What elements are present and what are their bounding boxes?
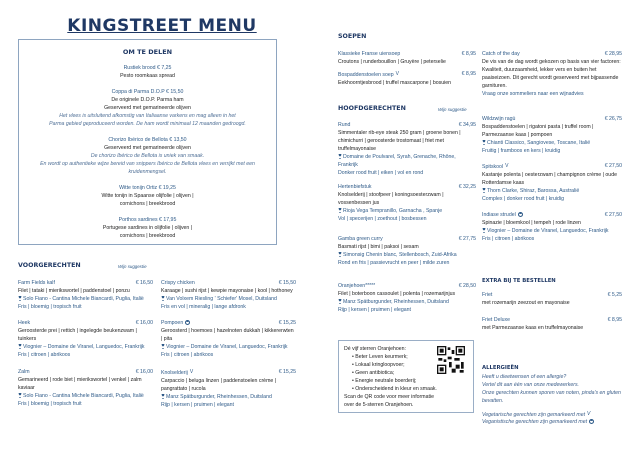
wine-name: Domaine de Poulvarel, Syrah, Grenache, Rhône, Frankrijk — [338, 154, 456, 168]
menu-item — [338, 183, 476, 223]
wine-suggestion-label: Wijn suggestie — [118, 264, 147, 269]
item-price: € 15,25 — [278, 320, 296, 326]
wine-name: Viognier – Domaine de Viranel, Languedoc, Frankrijk — [487, 228, 609, 234]
item-name-wrap — [482, 316, 510, 324]
item-price: € 15,25 — [278, 369, 296, 375]
wine-glass-icon — [338, 252, 342, 257]
vegetarian-icon: V — [587, 411, 591, 417]
item-name: Zalm — [18, 369, 30, 375]
section-heading-soepen: SOEPEN — [338, 33, 367, 40]
menu-item — [18, 279, 153, 311]
item-name-wrap — [482, 115, 515, 123]
item-header — [18, 368, 153, 376]
wine-name: Manz Spätburgunder, Rheinhessen, Duitsland — [166, 394, 272, 400]
item-header — [18, 319, 153, 327]
wine-name: Van Volxem Riesling ' Schiefer' Mosel, Duitsland — [166, 296, 277, 302]
item-name-wrap — [338, 121, 350, 129]
item-name: Pompoen — [161, 320, 184, 326]
wine-name: Thorn Clarke, Shiraz, Barossa, Australië — [487, 188, 580, 194]
allergy-info — [482, 373, 627, 405]
item-price: € 27,50 — [604, 212, 622, 218]
item-header — [482, 162, 622, 171]
info-point: • Beter Leven keurmerk; — [352, 353, 468, 361]
item-description: Geroosterd | hoemoes | hazelnoten dukkah | kikkererwten | pita — [161, 328, 294, 342]
item-price: € 15,50 — [278, 280, 296, 286]
item-name-wrap — [482, 291, 492, 299]
item-header — [482, 211, 622, 219]
item-description: Kwaliteit, duurzaamheid, lekker vers en buiten het paaiseizoen. Dit gerecht wordt geserveerd met bijpassende garnituren. — [482, 67, 619, 89]
item-name-wrap — [338, 70, 399, 79]
item-line: De originele D.O.P. Parma ham — [111, 97, 184, 103]
scan-text: Scan de QR code voor meer informatie over de 5-sterren Oranjehoen. — [344, 394, 434, 408]
item-description: Karaage | sushi rijst | kewpie mayonaise | kool | hothoney — [161, 288, 293, 294]
taste-notes: Fris en vol | mineralig | lange afdronk — [161, 304, 246, 310]
item-price: € 28,50 — [458, 283, 476, 289]
wine-glass-icon — [482, 140, 486, 145]
menu-item — [482, 162, 622, 203]
item-name-wrap — [482, 162, 508, 171]
item-name-wrap — [161, 279, 195, 287]
allergy-line: Heeft u dieetwensen of een allergie? — [482, 374, 567, 380]
item-header — [18, 279, 153, 287]
item-header — [338, 50, 476, 58]
item-name: Knolselderij — [161, 370, 188, 376]
item-price: € 27,75 — [458, 236, 476, 242]
wine-glass-icon — [161, 394, 165, 399]
item-name: Chorizo Ibérico de Bellota € 13,50 — [108, 137, 187, 143]
wine-advice: Vraag onze sommeliers naar een wijnadvies — [482, 91, 584, 97]
section-heading-hoofdgerechten: HOOFDGERECHTEN — [338, 105, 406, 112]
item-name: Hertenbiefstuk — [338, 184, 372, 190]
allergy-line: Vertel dit aan één van onze medewerkers. — [482, 382, 579, 388]
item-name-wrap — [18, 279, 55, 287]
oranjehoen-info-box — [338, 340, 474, 413]
sharing-box — [18, 39, 277, 245]
menu-title: KINGSTREET MENU — [67, 16, 257, 36]
legend-text: Veganistische gerechten zijn gemarkeerd met — [482, 419, 588, 425]
item-description: Bospaddenstoelen | rigatoni pasta | truffel room | Parmezaanse kaas | pompoen — [482, 124, 594, 138]
item-header — [482, 291, 622, 299]
menu-item — [338, 121, 476, 177]
wine-name: Chianti Classico, Sangiovese, Toscane, Italië — [487, 140, 591, 146]
item-description: Croutons | runderbouillon | Gruyère | peterselie — [338, 59, 446, 65]
taste-notes: Fris | citroen | abrikoos — [482, 236, 535, 242]
item-line: Geserveerd met gemarineerde olijven — [104, 105, 191, 111]
item-name-wrap — [338, 282, 375, 290]
item-name: Farm Fields kalf — [18, 280, 55, 286]
item-name: Wildzwijn ragù — [482, 116, 516, 122]
wine-suggestion — [338, 251, 476, 259]
taste-notes: Rond en fris | passievrucht en peer | milde zuren — [338, 260, 450, 266]
allergy-line: Onze gerechten kunnen sporen van noten, pinda's en gluten bevatten. — [482, 390, 621, 404]
menu-item — [18, 368, 153, 408]
item-header — [338, 70, 476, 79]
item-name: Heek — [18, 320, 31, 326]
item-name: Catch of the day — [482, 51, 520, 57]
item-name-wrap — [18, 368, 30, 376]
item-name-wrap — [338, 183, 371, 191]
wine-glass-icon — [338, 208, 342, 213]
wine-suggestion — [18, 392, 153, 400]
item-header — [338, 282, 476, 290]
item-price: € 27,50 — [604, 163, 622, 169]
share-item — [19, 184, 276, 208]
wine-suggestion — [482, 227, 622, 235]
taste-notes: Vol | specerijen | zoethout | bosbessen — [338, 216, 427, 222]
menu-item — [161, 368, 296, 409]
item-note: En wordt op authentieke wijze bereid van snippers Ibérico de Bellota vlees en verrijkt met een — [40, 161, 255, 167]
item-name-wrap — [338, 235, 383, 243]
wine-name: Solo Fiano - Cantina Michele Biancardi, Puglia, Italië — [23, 296, 144, 302]
vegan-icon — [589, 419, 594, 424]
info-point: • Onderscheidend in kleur en smaak. — [352, 385, 468, 393]
item-line: Geserveerd met gemarineerde olijven — [104, 145, 191, 151]
item-header — [338, 235, 476, 243]
wine-glass-icon — [18, 344, 22, 349]
item-description: Gemarineerd | rode biet | mierikswortel | venkel | zalm kaviaar — [18, 377, 142, 391]
wine-suggestion — [482, 187, 622, 195]
vegetarian-icon: V — [505, 163, 509, 169]
item-description: Basmati rijst | bimi | paksoi | sesam — [338, 244, 419, 250]
item-header — [482, 115, 622, 123]
vegan-legend — [482, 418, 640, 426]
wine-name: Manz Spätburgunder, Rheinhessen, Duitsland — [343, 299, 449, 305]
share-item — [19, 136, 276, 176]
item-price: € 5,25 — [607, 292, 622, 298]
item-price: € 8,95 — [461, 51, 476, 57]
item-price: € 32,25 — [458, 184, 476, 190]
item-description: Simmentaler rib-eye steak 250 gram | groene bonen | chimichurri | geroosterde trostomaat | friet met truffelmayonaise — [338, 130, 461, 152]
wine-glass-icon — [161, 296, 165, 301]
item-price: € 8,95 — [607, 317, 622, 323]
item-name-wrap — [482, 211, 523, 219]
item-name-wrap — [338, 50, 400, 58]
item-name: Spitskool — [482, 164, 504, 170]
item-name: Rustiek brood € 7,25 — [123, 65, 172, 71]
menu-item — [18, 319, 153, 359]
item-note: kruidenmengsel. — [128, 169, 167, 175]
section-heading-voorgerechten: VOORGERECHTEN — [18, 262, 81, 269]
item-price: € 16,50 — [135, 280, 153, 286]
vegan-icon — [185, 320, 190, 325]
item-name: Coppa di Parma D.O.P € 15,50 — [111, 89, 184, 95]
wine-name: Viognier – Domaine de Viranel, Languedoc, Frankrijk — [166, 344, 288, 350]
item-price: € 16,00 — [135, 369, 153, 375]
item-description: Geroosterde prei | rettich | ingelegde beukenzwam | tuinkers — [18, 328, 137, 342]
wine-name: Simonsig Chenin blanc, Stellenbosch, Zuid-Afrika — [343, 252, 457, 258]
item-name-wrap — [161, 319, 190, 327]
section-heading-om-te-delen: OM TE DELEN — [122, 48, 173, 56]
item-header — [161, 279, 296, 287]
menu-item — [161, 319, 296, 359]
item-description: De vis van de dag wordt gekozen op basis van vier factoren: — [482, 59, 621, 65]
menu-item — [482, 316, 622, 332]
taste-notes: Fris | bloemig | tropisch fruit — [18, 401, 82, 407]
item-header — [482, 316, 622, 324]
taste-notes: Fris | citroen | abrikoos — [161, 352, 214, 358]
wine-glass-icon — [482, 228, 486, 233]
item-description: Knolselderij | stoofpeer | koningsoesterzwam | vossenbessen jus — [338, 192, 444, 206]
wine-glass-icon — [338, 299, 342, 304]
item-line: cornichons | breekbrood — [119, 233, 176, 239]
vegetarian-icon: V — [395, 71, 400, 77]
item-note: Het vlees is uitsluitend afkomstig van Italiaanse varkens en mag alleen in het — [59, 113, 236, 119]
info-point: • Lokaal kringloopvoer; — [352, 361, 468, 369]
item-name: Klassieke Franse uiensoep — [338, 51, 401, 57]
item-name: Rund — [338, 122, 351, 128]
wine-glass-icon — [18, 296, 22, 301]
section-heading-extra: EXTRA BIJ TE BESTELLEN — [482, 278, 556, 284]
item-name-wrap — [18, 319, 30, 327]
taste-notes: Rijp | kersen | pruimen | elegant — [338, 307, 411, 313]
item-description: Kastanje polenta | oesterzwam | champignon crème | oude Rotterdamse kaas — [482, 172, 617, 186]
item-description: Filet | tataki | mierikswortel | paddenstoel | ponzu — [18, 288, 130, 294]
item-header — [161, 319, 296, 327]
vegetarian-icon: V — [189, 369, 194, 375]
share-item — [19, 88, 276, 128]
wine-name: Solo Fiano - Cantina Michele Biancardi, Puglia, Italië — [23, 393, 144, 399]
menu-item — [338, 50, 476, 66]
wine-suggestion — [338, 153, 476, 169]
item-line: cornichons | breekbrood — [119, 201, 176, 207]
section-heading-allergieen: ALLERGIEËN — [482, 365, 519, 371]
item-name: Gamba green curry — [338, 236, 383, 242]
wine-suggestion — [18, 295, 153, 303]
item-price: € 26,75 — [604, 116, 622, 122]
menu-item — [161, 279, 296, 311]
item-name: Friet — [482, 292, 493, 298]
item-header — [338, 183, 476, 191]
info-point: • Energie neutrale boerderij; — [352, 377, 468, 385]
item-description: met Parmezaanse kaas en truffelmayonaise — [482, 325, 584, 331]
qr-code[interactable] — [437, 346, 465, 374]
item-name: Oranjehoen***** — [338, 283, 376, 289]
share-item — [19, 216, 276, 240]
item-description: met rozemarijn zeezout en mayonaise — [482, 300, 570, 306]
item-description: Spinazie | bloemkool | tempeh | rode linzen — [482, 220, 581, 226]
info-point: • Geen antibiotica; — [352, 369, 468, 377]
wine-suggestion — [161, 343, 296, 351]
taste-notes: Fris | bloemig | tropisch fruit — [18, 304, 82, 310]
item-name: Crispy chicken — [161, 280, 195, 286]
wine-name: Rioja Vega Tempranillo, Garnacha , Spanje — [343, 208, 443, 214]
menu-item — [482, 211, 622, 243]
wine-glass-icon — [161, 344, 165, 349]
wine-suggestion — [482, 139, 622, 147]
item-line: Pesto roomkaas spread — [120, 73, 175, 79]
item-name: Friet Deluxe — [482, 317, 510, 323]
taste-notes: Rijp | kersen | pruimen | elegant — [161, 402, 234, 408]
wine-suggestion — [18, 343, 153, 351]
wine-suggestion — [161, 295, 296, 303]
vegan-icon — [518, 212, 523, 217]
item-description: Filet | boterboon cassoulet | polenta | rozemarijnjus — [338, 291, 456, 297]
item-name-wrap — [161, 368, 193, 377]
wine-name: Viognier – Domaine de Viranel, Languedoc, Frankrijk — [23, 344, 145, 350]
item-description: Carpaccio | beluga linzen | paddenstoelen crème | pangrattato | rucola — [161, 378, 277, 392]
item-note: Parma gebied geproduceerd worden. De ham wordt minimaal 12 maanden gedroogd. — [49, 121, 246, 127]
menu-item-catch-of-the-day — [482, 50, 622, 98]
menu-item — [338, 70, 476, 87]
item-name: Bospaddenstoelen soep — [338, 72, 394, 78]
wine-glass-icon — [338, 154, 342, 159]
wine-suggestion — [338, 298, 476, 306]
menu-item — [482, 291, 622, 307]
item-name: Witte tonijn Ortiz € 19,25 — [119, 185, 176, 191]
item-line: Portugese sardines in olijfolie | olijven | — [102, 225, 193, 231]
taste-notes: Donker rood fruit | eiken | vol en rond — [338, 170, 424, 176]
wine-glass-icon — [18, 393, 22, 398]
wine-suggestion — [338, 207, 476, 215]
wine-suggestion — [161, 393, 296, 401]
item-price: € 16,00 — [135, 320, 153, 326]
item-line: Witte tonijn in Spaanse olijfolie | olijven | — [101, 193, 194, 199]
item-price: € 28,95 — [604, 51, 622, 57]
taste-notes: Fris | citroen | abrikoos — [18, 352, 71, 358]
menu-item — [338, 235, 476, 267]
item-name: Indiase strudel — [482, 212, 516, 218]
wine-suggestion-label: Wijn suggestie — [438, 107, 467, 112]
item-price: € 34,95 — [458, 122, 476, 128]
info-intro: Dé vijf sterren Oranjehoen: — [344, 346, 406, 352]
item-price: € 8,95 — [461, 71, 476, 77]
wine-glass-icon — [482, 188, 486, 193]
item-note: De chorizo Ibérico de Bellota is uniek van smaak. — [90, 153, 205, 159]
item-description: Eekhoorntjesbrood | truffel mascarpone | bosuien — [338, 80, 452, 86]
legend-text: Vegetarische gerechten zijn gemarkeerd met — [482, 412, 586, 418]
taste-notes: Fruitig | framboos en kers | kruidig — [482, 148, 561, 154]
item-name: Porthos sardines € 17,95 — [118, 217, 177, 223]
menu-item — [482, 115, 622, 155]
menu-item — [338, 282, 476, 314]
item-header — [338, 121, 476, 129]
item-header — [161, 368, 296, 377]
taste-notes: Complex | donker rood fruit | kruidig — [482, 196, 564, 202]
share-item — [19, 64, 276, 80]
